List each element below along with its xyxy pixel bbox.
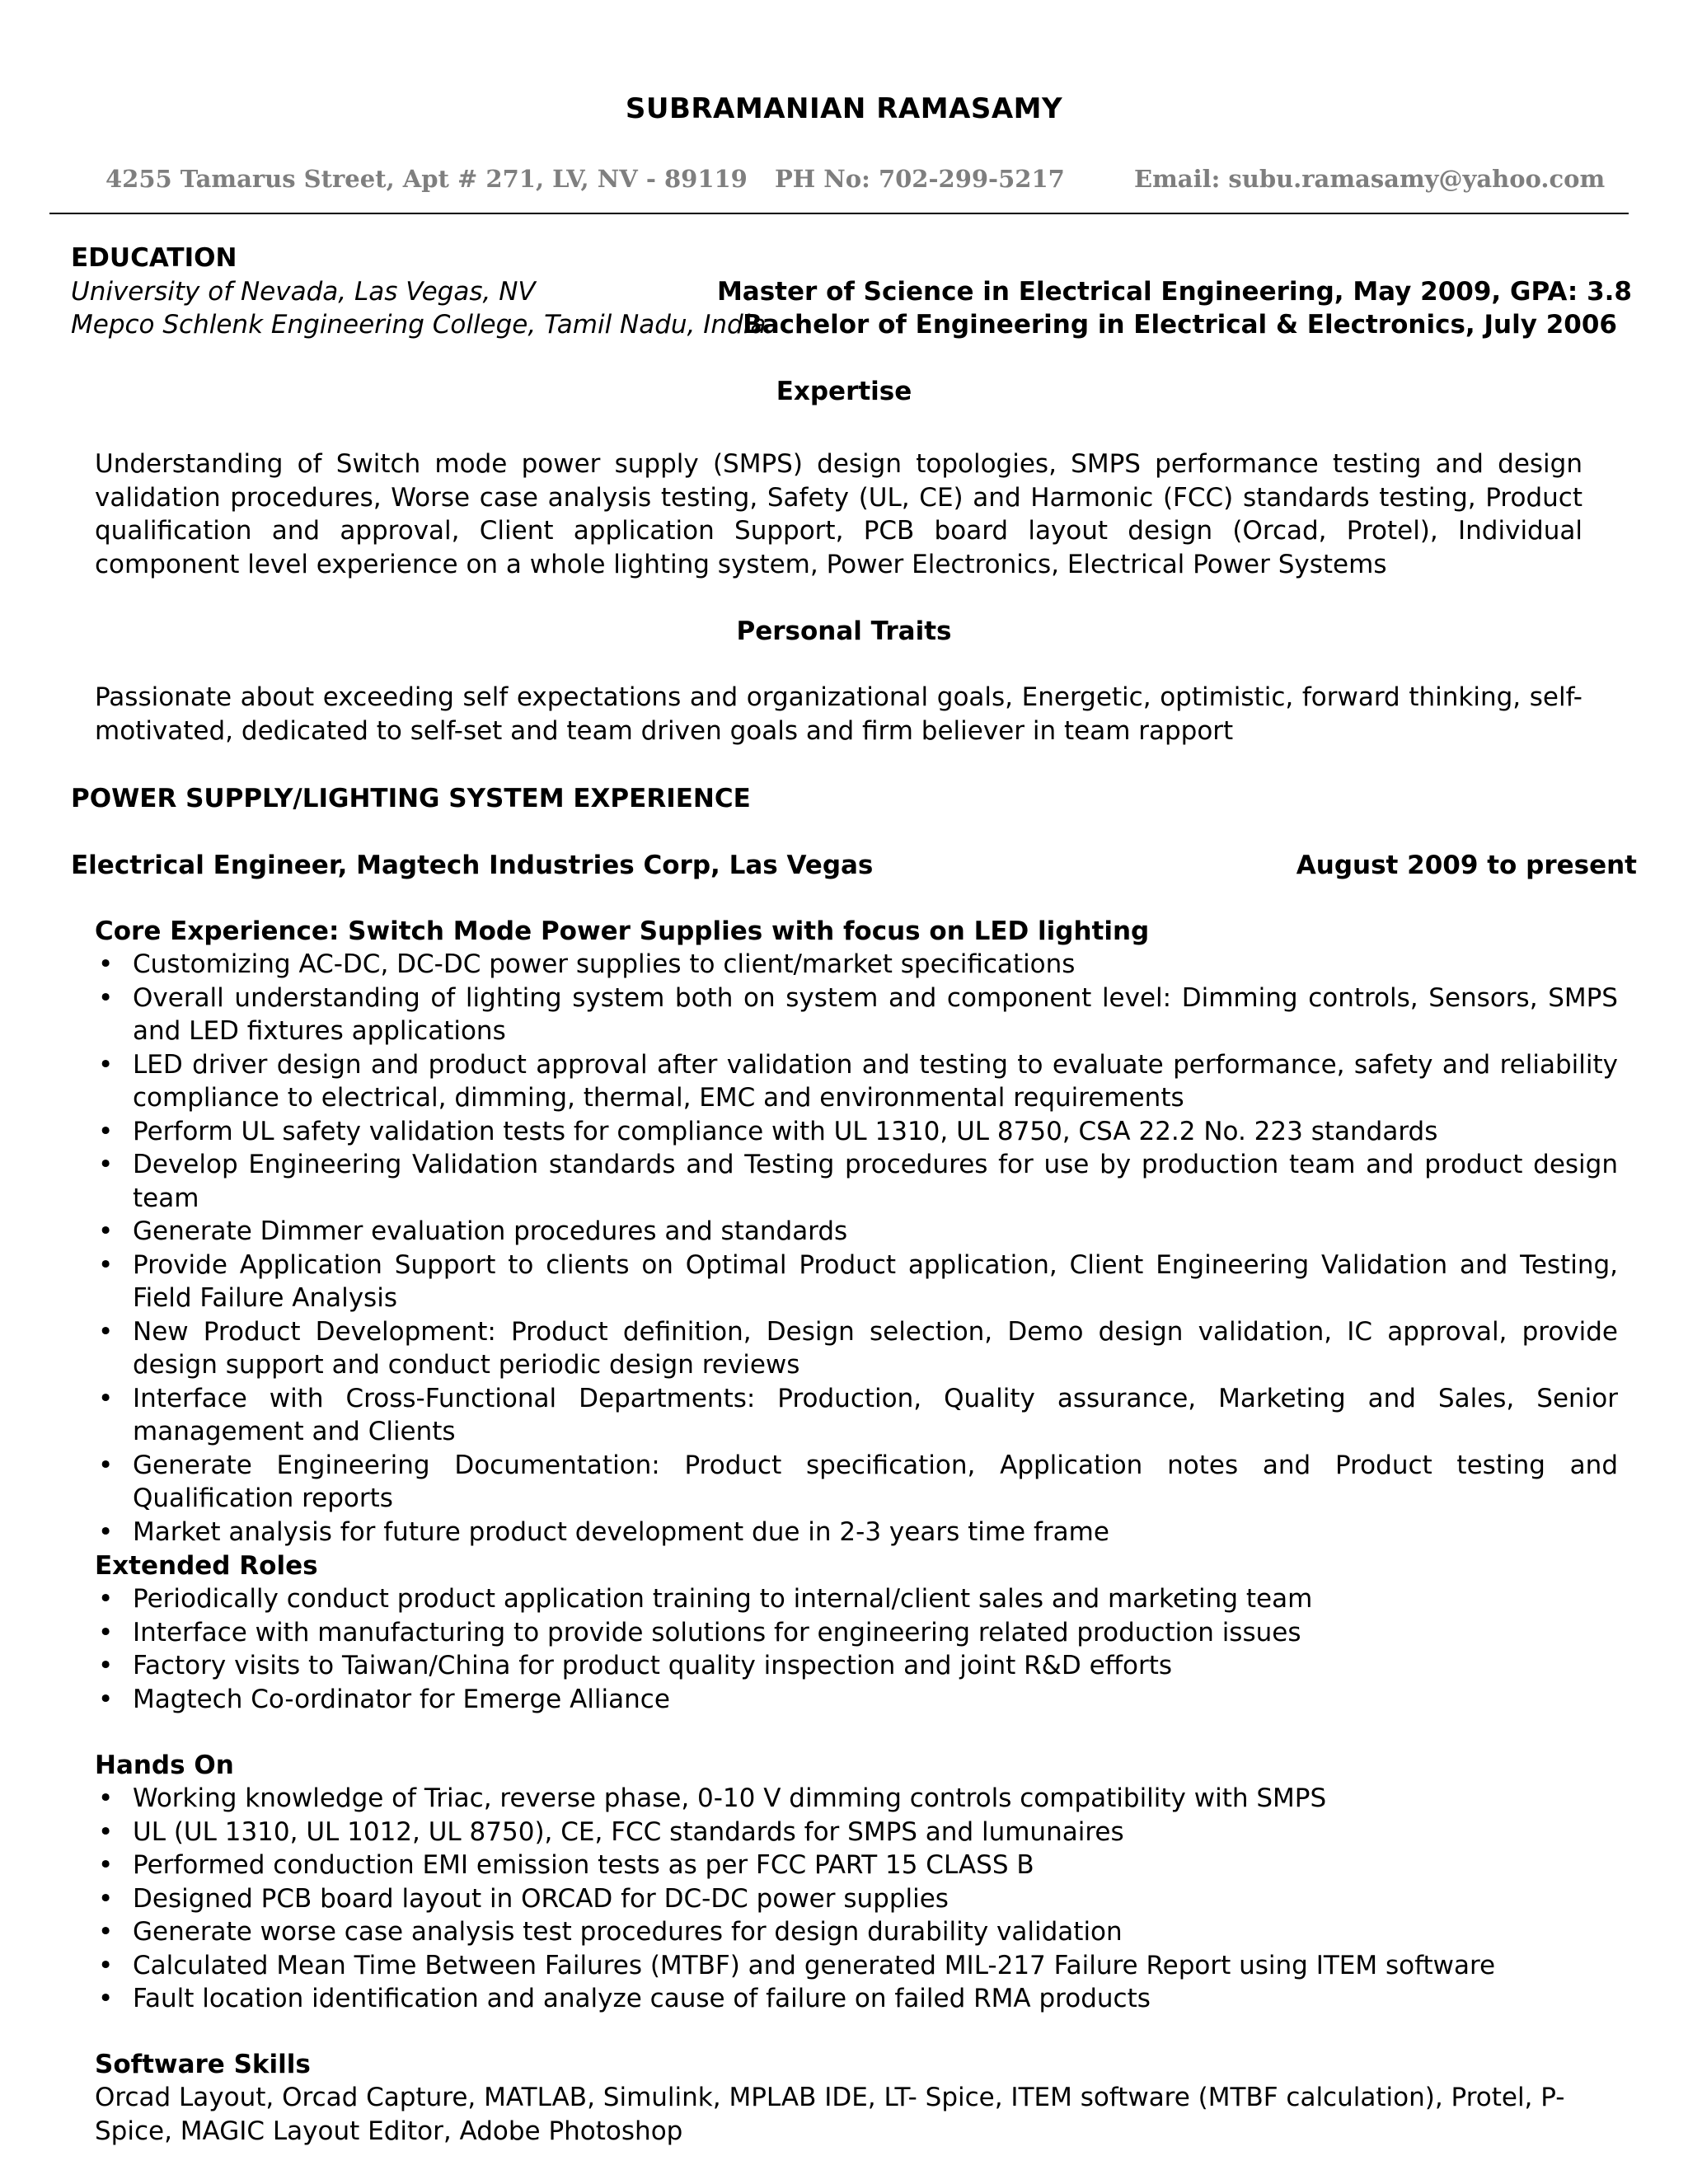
list-item: • Performed conduction EMI emission tests as per FCC PART 15 CLASS B <box>95 1849 1618 1882</box>
job-dates: August 2009 to present <box>1296 851 1637 880</box>
list-item: • Magtech Co-ordinator for Emerge Alliance <box>95 1683 1618 1717</box>
hands-on-list <box>95 1782 1618 2016</box>
list-item: • LED driver design and product approval after validation and testing to evaluate performance, safety and reliability compliance to electrical, dimming, thermal, EMC and environmental requirements <box>95 1048 1618 1115</box>
list-item: • Generate Dimmer evaluation procedures and standards <box>95 1215 1618 1249</box>
list-item: • Overall understanding of lighting system both on system and component level: Dimming controls, Sensors, SMPS and LED fixtures applications <box>95 982 1618 1048</box>
address: 4255 Tamarus Street, Apt # 271, LV, NV - 89119 <box>106 165 748 193</box>
expertise-heading: Expertise <box>776 377 912 406</box>
extended-roles-heading: Extended Roles <box>95 1551 318 1581</box>
list-item: • Market analysis for future product development due in 2-3 years time frame <box>95 1516 1618 1549</box>
hands-on-heading: Hands On <box>95 1750 234 1780</box>
job-row <box>71 849 1637 883</box>
list-item: • Periodically conduct product application training to internal/client sales and marketing team <box>95 1582 1618 1616</box>
phone-number: PH No: 702-299-5217 <box>775 165 1065 193</box>
list-item: • Develop Engineering Validation standards and Testing procedures for use by production team and product design team <box>95 1148 1618 1215</box>
list-item: • Generate worse case analysis test procedures for design durability validation <box>95 1915 1618 1949</box>
list-item: • UL (UL 1310, UL 1012, UL 8750), CE, FCC standards for SMPS and lumunaires <box>95 1816 1618 1849</box>
list-item: • Generate Engineering Documentation: Product specification, Application notes and Product testing and Qualification reports <box>95 1449 1618 1516</box>
list-item: • Fault location identification and analyze cause of failure on failed RMA products <box>95 1982 1618 2016</box>
list-item: • New Product Development: Product definition, Design selection, Demo design validation, IC approval, provide design support and conduct periodic design reviews <box>95 1315 1618 1382</box>
education-degree: Master of Science in Electrical Engineering, May 2009, GPA: 3.8 <box>716 277 1632 307</box>
list-item: • Customizing AC-DC, DC-DC power supplies to client/market specifications <box>95 948 1618 982</box>
education-degree: Bachelor of Engineering in Electrical & Electronics, July 2006 <box>743 310 1617 340</box>
core-experience-heading: Core Experience: Switch Mode Power Supplies with focus on LED lighting <box>95 916 1150 946</box>
expertise-text: Understanding of Switch mode power supply (SMPS) design topologies, SMPS performance testing and design validation procedures, Worse case analysis testing, Safety (UL, CE) and Harmonic (FCC) standards testing, Product qualification and approval, Client application Support, PCB board layout design (Orcad, Protel), Individual component level experience on a whole lighting system, Power Electronics, Electrical Power Systems <box>95 449 1582 579</box>
list-item: • Factory visits to Taiwan/China for product quality inspection and joint R&D efforts <box>95 1649 1618 1683</box>
job-title: Electrical Engineer, Magtech Industries Corp, Las Vegas <box>71 851 874 880</box>
list-item: • Calculated Mean Time Between Failures (MTBF) and generated MIL-217 Failure Report using ITEM software <box>95 1949 1618 1983</box>
list-item: • Interface with manufacturing to provide solutions for engineering related production issues <box>95 1616 1618 1650</box>
software-skills-heading: Software Skills <box>95 2050 311 2079</box>
education-school: University of Nevada, Las Vegas, NV <box>71 277 536 307</box>
contact-line <box>0 165 1688 201</box>
list-item: • Working knowledge of Triac, reverse phase, 0-10 V dimming controls compatibility with SMPS <box>95 1782 1618 1816</box>
education-heading: EDUCATION <box>71 243 237 273</box>
traits-text: Passionate about exceeding self expectations and organizational goals, Energetic, optimistic, forward thinking, self-motivated, dedicated to self-set and team driven goals and firm believer in team rapport <box>95 682 1582 746</box>
education-school: Mepco Schlenk Engineering College, Tamil Nadu, India <box>71 310 767 340</box>
candidate-name: SUBRAMANIAN RAMASAMY <box>625 92 1063 125</box>
list-item: • Interface with Cross-Functional Departments: Production, Quality assurance, Marketing and Sales, Senior management and Clients <box>95 1382 1618 1449</box>
traits-heading: Personal Traits <box>736 616 952 646</box>
list-item: • Provide Application Support to clients on Optimal Product application, Client Engineering Validation and Testing, Field Failure Analysis <box>95 1249 1618 1315</box>
software-skills-text: Orcad Layout, Orcad Capture, MATLAB, Simulink, MPLAB IDE, LT- Spice, ITEM software (MTBF calculation), Protel, P-Spice, MAGIC Layout Editor, Adobe Photoshop <box>95 2083 1565 2146</box>
experience-heading: POWER SUPPLY/LIGHTING SYSTEM EXPERIENCE <box>71 784 751 813</box>
header-divider <box>49 213 1629 214</box>
extended-roles-list <box>95 1582 1618 1716</box>
email-address: Email: subu.ramasamy@yahoo.com <box>1134 165 1606 193</box>
list-item: • Designed PCB board layout in ORCAD for DC-DC power supplies <box>95 1882 1618 1916</box>
list-item: • Perform UL safety validation tests for compliance with UL 1310, UL 8750, CSA 22.2 No. 223 standards <box>95 1115 1618 1149</box>
core-experience-list <box>95 948 1618 1549</box>
